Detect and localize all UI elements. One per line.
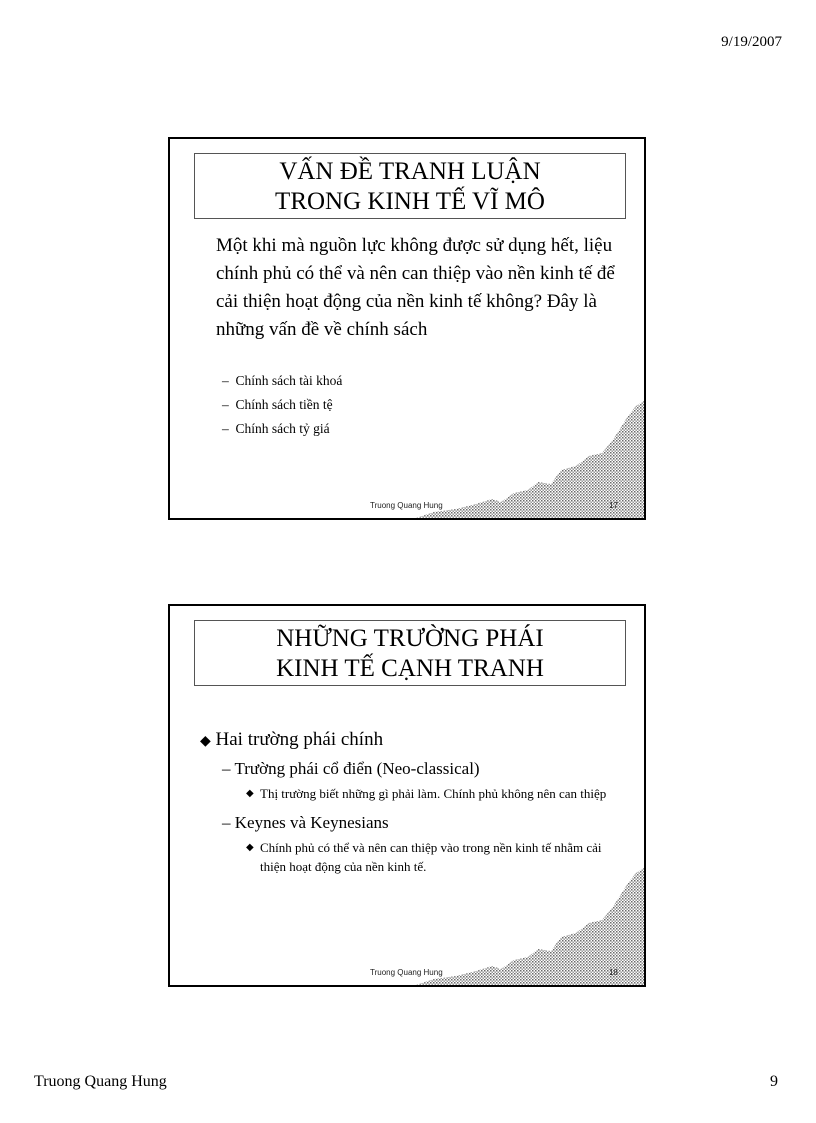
slide-18: [168, 604, 646, 987]
dash-bullet-icon: –: [222, 813, 235, 832]
dash-bullet-icon: –: [222, 759, 235, 778]
slide-title: [194, 620, 626, 686]
slide-number: 18: [609, 968, 618, 977]
school-detail: ◆ Chính phủ có thể và nên can thiệp vào trong nền kinh tế nhằm cải thiện hoạt động của nền kinh tế.: [246, 840, 602, 874]
slide-title-line: KINH TẾ CẠNH TRANH: [276, 655, 544, 682]
slide-title-line: TRONG KINH TẾ VĨ MÔ: [275, 188, 545, 215]
policy-list: [222, 369, 342, 441]
main-bullet-item: ◆ Hai trường phái chính: [200, 729, 384, 750]
school-detail: ◆ Thị trường biết những gì phải làm. Chính phủ không nên can thiệp: [246, 786, 607, 801]
diamond-bullet-icon: ◆: [200, 734, 211, 749]
dash-bullet-icon: –: [222, 373, 236, 388]
slide-17: [168, 137, 646, 520]
school-item: – Trường phái cổ điển (Neo-classical): [222, 759, 480, 778]
slide-title-line: NHỮNG TRƯỜNG PHÁI: [276, 625, 544, 652]
slide-number: 17: [609, 501, 618, 510]
slide-footer-author: Truong Quang Hung: [370, 968, 443, 977]
list-item: – Chính sách tỷ giá: [222, 421, 330, 436]
slide-body: [200, 728, 630, 876]
dash-bullet-icon: –: [222, 421, 236, 436]
mountain-decoration-icon: [168, 865, 644, 985]
list-item: – Chính sách tài khoá: [222, 373, 343, 388]
diamond-bullet-icon: ◆: [246, 842, 254, 853]
page-date: 9/19/2007: [721, 34, 782, 50]
slide-title-line: VẤN ĐỀ TRANH LUẬN: [279, 158, 541, 185]
diamond-bullet-icon: ◆: [246, 788, 254, 799]
list-item: – Chính sách tiền tệ: [222, 397, 333, 412]
page-footer-author: Truong Quang Hung: [34, 1073, 167, 1090]
slide-body-text: Một khi mà nguồn lực không được sử dụng hết, liệu chính phủ có thể và nên can thiệp vào nền kinh tế để cải thiện hoạt động của nền kinh tế không? Đây là những vấn đề về chính sách: [216, 235, 615, 340]
page-number: 9: [770, 1073, 778, 1090]
school-item: – Keynes và Keynesians: [222, 813, 389, 832]
dash-bullet-icon: –: [222, 397, 236, 412]
slide-title: [194, 153, 626, 219]
slide-footer-author: Truong Quang Hung: [370, 501, 443, 510]
